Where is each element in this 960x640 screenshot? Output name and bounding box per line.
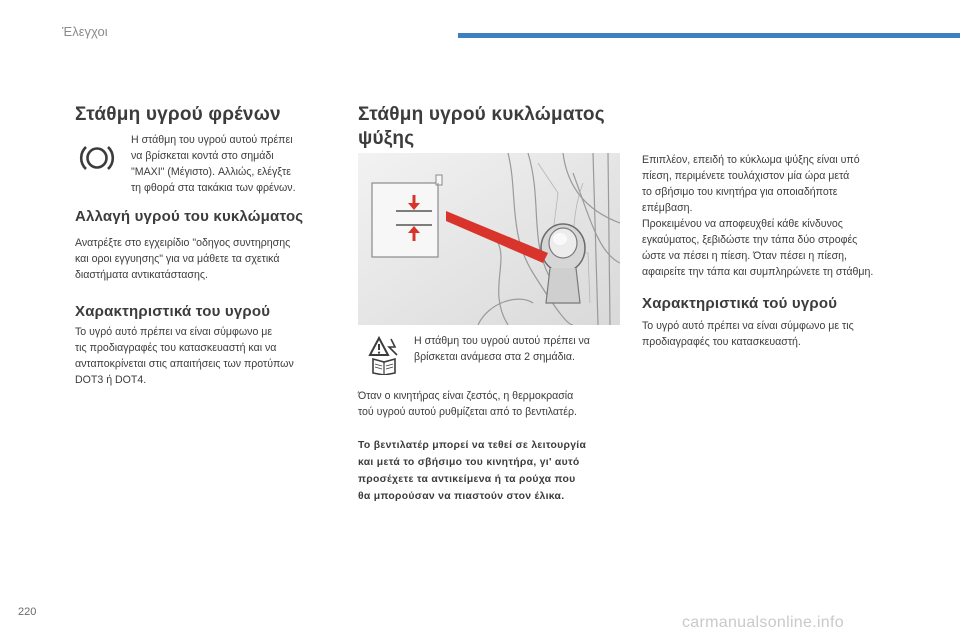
text-line: βρίσκεται ανάμεσα στα 2 σημάδια.: [414, 351, 575, 363]
brake-fluid-spec-title: Χαρακτηριστικά του υγρού: [75, 303, 271, 320]
watermark: carmanualsonline.info: [682, 614, 844, 631]
text-line: Προκειμένου να αποφευχθεί κάθε κίνδυνος: [642, 218, 843, 230]
text-line: Η στάθμη του υγρού αυτού πρέπει: [131, 134, 293, 146]
text-line: Ανατρέξτε στο εγχειρίδιο "οδηγος συντηρησης: [75, 237, 291, 249]
text-line: ώστε να πέσει η πίεση. Όταν πέσει η πίεση,: [642, 250, 847, 262]
text-line: και οροι εγγυησης" για να μάθετε τα σχετικά: [75, 253, 280, 265]
page-header-title: Έλεγχοι: [62, 24, 108, 39]
text-line: Το υγρό αυτό πρέπει να είναι σύμφωνο με: [75, 326, 273, 338]
header-accent-bar: [458, 33, 960, 38]
text-line: Η στάθμη του υγρού αυτού πρέπει να: [414, 335, 590, 347]
text-line: Επιπλέον, επειδή το κύκλωμα ψύξης είναι υπό: [642, 154, 860, 166]
circuit-change-title: Αλλαγή υγρού του κυκλώματος: [75, 208, 304, 225]
text-line: DOT3 ή DOT4.: [75, 374, 147, 386]
text-line: το σβήσιμο του κινητήρα για οποιαδήποτε: [642, 186, 838, 198]
text-line: Το υγρό αυτό πρέπει να είναι σύμφωνο με τις: [642, 320, 854, 332]
text-line: ανταποκρίνεται στις απαιτήσεις των προτύπων: [75, 358, 294, 370]
text-line: τού υγρού αυτού ρυθμίζεται από το βεντιλατέρ.: [358, 406, 577, 418]
text-line: και μετά το σβήσιμο του κινητήρα, γι' αυτό: [358, 457, 580, 468]
text-line: αφαιρείτε την τάπα και συμπληρώνετε τη στάθμη.: [642, 266, 874, 278]
text-line: θα μπορούσαν να πιαστούν στον έλικα.: [358, 491, 565, 502]
page-number: 220: [18, 606, 37, 618]
text-line: τις προδιαγραφές του κατασκευαστή και να: [75, 342, 277, 354]
brake-fluid-text: [131, 132, 341, 196]
brake-warning-icon: [78, 142, 116, 174]
coolant-spec-text: [642, 318, 932, 350]
fan-warning-text: [358, 437, 633, 505]
text-line: προδιαγραφές του κατασκευαστή.: [642, 336, 801, 348]
text-line: προσέχετε τα αντικείμενα ή τα ρούχα που: [358, 474, 576, 485]
coolant-title-line: ψύξης: [358, 128, 415, 149]
warning-manual-icon: [367, 333, 403, 375]
coolant-intro-text: [642, 152, 932, 280]
text-line: επέμβαση.: [642, 202, 693, 214]
text-line: εγκαύματος, ξεβιδώστε την τάπα δύο στροφές: [642, 234, 858, 246]
coolant-title-line: Στάθμη υγρού κυκλώματος: [358, 104, 605, 125]
text-line: να βρίσκεται κοντά στο σημάδι: [131, 150, 274, 162]
text-line: Όταν ο κινητήρας είναι ζεστός, η θερμοκρασία: [358, 390, 574, 402]
hot-engine-text: [358, 388, 628, 420]
brake-fluid-title: Στάθμη υγρού φρένων: [75, 104, 281, 125]
text-line: πίεση, περιμένετε τουλάχιστον μία ώρα μετά: [642, 170, 850, 182]
text-line: διαστήματα αντικατάστασης.: [75, 269, 208, 281]
coolant-title: [358, 103, 628, 151]
coolant-spec-title: Χαρακτηριστικά τού υγρού: [642, 295, 838, 312]
brake-fluid-spec-text: [75, 324, 350, 388]
text-line: "MAXI" (Μέγιστο). Αλλιώς, ελέγξτε: [131, 166, 291, 178]
coolant-level-note: [414, 333, 624, 365]
coolant-reservoir-illustration: [358, 153, 620, 325]
circuit-change-text: [75, 235, 345, 283]
text-line: Το βεντιλατέρ μπορεί να τεθεί σε λειτουργία: [358, 440, 587, 451]
text-line: τη φθορά στα τακάκια των φρένων.: [131, 182, 296, 194]
